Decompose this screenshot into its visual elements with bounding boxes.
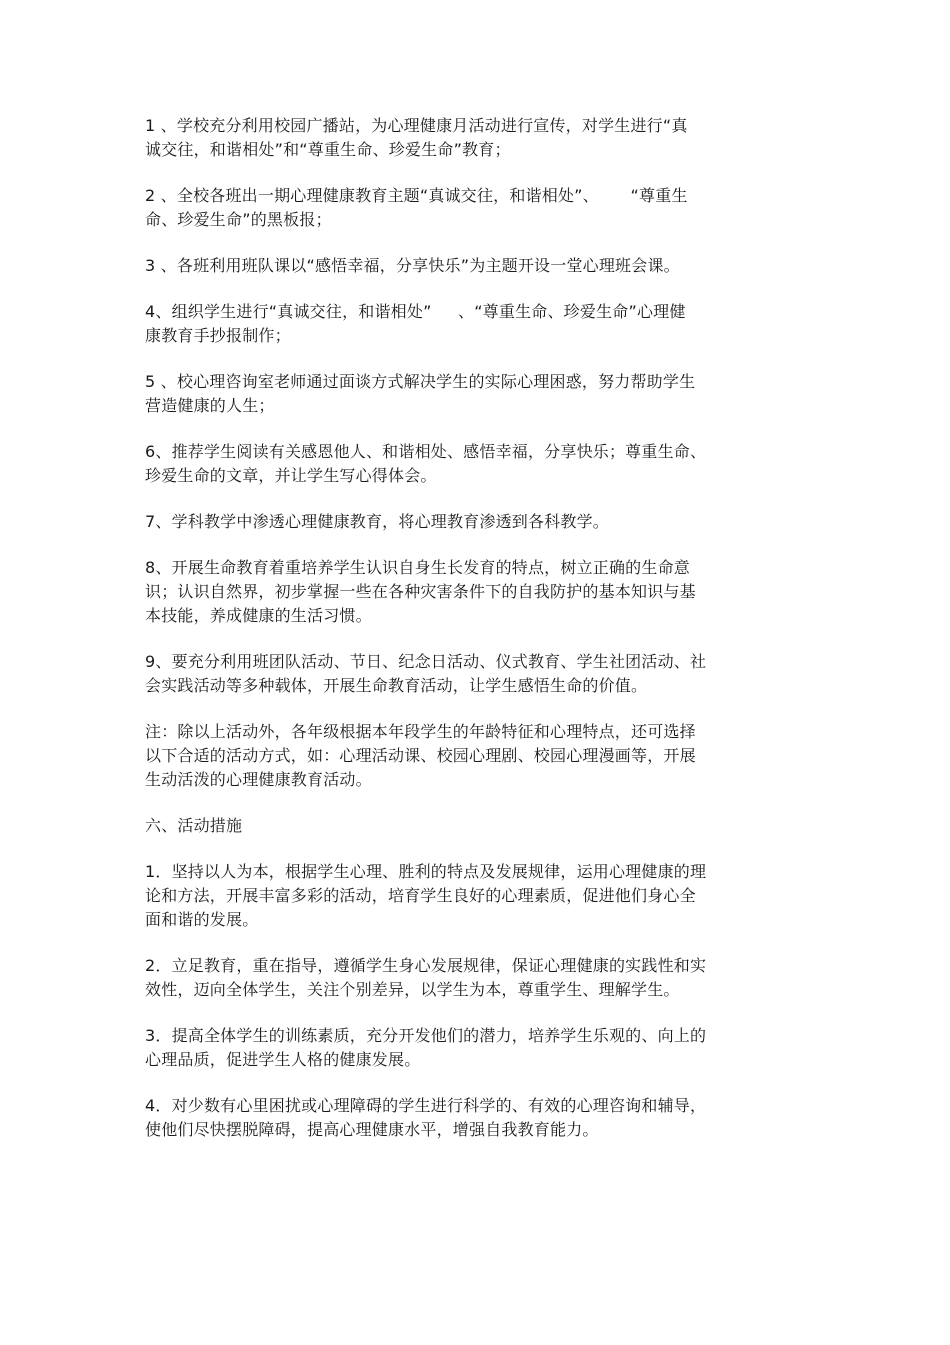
paragraph-line: 3．提高全体学生的训练素质，充分开发他们的潜力，培养学生乐观的、向上的 — [145, 1026, 707, 1045]
paragraph-line: 7、学科教学中渗透心理健康教育，将心理教育渗透到各科教学。 — [145, 512, 609, 531]
paragraph — [145, 556, 790, 628]
paragraph-line: 9、要充分利用班团队活动、节日、纪念日活动、仪式教育、学生社团活动、社 — [145, 652, 707, 671]
paragraph — [145, 814, 790, 838]
paragraph — [145, 510, 790, 534]
paragraph — [145, 370, 790, 418]
paragraph — [145, 650, 790, 698]
paragraph-line: 以下合适的活动方式，如：心理活动课、校园心理剧、校园心理漫画等，开展 — [145, 746, 696, 765]
paragraph-line: 注：除以上活动外，各年级根据本年段学生的年龄特征和心理特点，还可选择 — [145, 722, 696, 741]
paragraph — [145, 114, 790, 162]
paragraph-line: 命、珍爱生命”的黑板报； — [145, 210, 332, 229]
paragraph-line: 珍爱生命的文章，并让学生写心得体会。 — [145, 466, 437, 485]
paragraph-line: 识；认识自然界，初步掌握一些在各种灾害条件下的自我防护的基本知识与基 — [145, 582, 696, 601]
paragraph-line: 会实践活动等多种载体，开展生命教育活动，让学生感悟生命的价值。 — [145, 676, 648, 695]
paragraph — [145, 254, 790, 278]
paragraph-line: 2 、全校各班出一期心理健康教育主题“真诚交往，和谐相处”、 “尊重生 — [145, 186, 688, 205]
paragraph — [145, 300, 790, 348]
paragraph — [145, 440, 790, 488]
paragraph-line: 心理品质，促进学生人格的健康发展。 — [145, 1050, 421, 1069]
paragraph-line: 本技能，养成健康的生活习惯。 — [145, 606, 372, 625]
paragraph-line: 6、推荐学生阅读有关感恩他人、和谐相处、感悟幸福，分享快乐；尊重生命、 — [145, 442, 707, 461]
paragraph-line: 1 、学校充分利用校园广播站，为心理健康月活动进行宣传，对学生进行“真 — [145, 116, 688, 135]
paragraph — [145, 720, 790, 792]
paragraph-line: 4．对少数有心里困扰或心理障碍的学生进行科学的、有效的心理咨询和辅导， — [145, 1096, 707, 1115]
paragraph-line: 营造健康的人生； — [145, 396, 275, 415]
paragraph-line: 3 、各班利用班队课以“感悟幸福，分享快乐”为主题开设一堂心理班会课。 — [145, 256, 680, 275]
paragraph-line: 使他们尽快摆脱障碍，提高心理健康水平，增强自我教育能力。 — [145, 1120, 599, 1139]
paragraph-line: 面和谐的发展。 — [145, 910, 259, 929]
paragraph — [145, 954, 790, 1002]
paragraph-line: 康教育手抄报制作； — [145, 326, 291, 345]
document-body — [145, 114, 790, 1142]
paragraph-line: 论和方法，开展丰富多彩的活动，培育学生良好的心理素质，促进他们身心全 — [145, 886, 696, 905]
paragraph — [145, 1094, 790, 1142]
paragraph-line: 1．坚持以人为本，根据学生心理、胜利的特点及发展规律，运用心理健康的理 — [145, 862, 707, 881]
paragraph-line: 8、开展生命教育着重培养学生认识自身生长发育的特点，树立正确的生命意 — [145, 558, 690, 577]
paragraph — [145, 1024, 790, 1072]
paragraph-line: 4、组织学生进行“真诚交往，和谐相处” 、“尊重生命、珍爱生命”心理健 — [145, 302, 686, 321]
paragraph-line: 生动活泼的心理健康教育活动。 — [145, 770, 372, 789]
paragraph-line: 诚交往，和谐相处”和“尊重生命、珍爱生命”教育； — [145, 140, 511, 159]
paragraph — [145, 860, 790, 932]
paragraph-line: 效性，迈向全体学生，关注个别差异，以学生为本，尊重学生、理解学生。 — [145, 980, 680, 999]
paragraph-line: 六、活动措施 — [145, 816, 243, 835]
paragraph — [145, 184, 790, 232]
paragraph-line: 2．立足教育，重在指导，遵循学生身心发展规律，保证心理健康的实践性和实 — [145, 956, 707, 975]
paragraph-line: 5 、校心理咨询室老师通过面谈方式解决学生的实际心理困惑，努力帮助学生 — [145, 372, 696, 391]
